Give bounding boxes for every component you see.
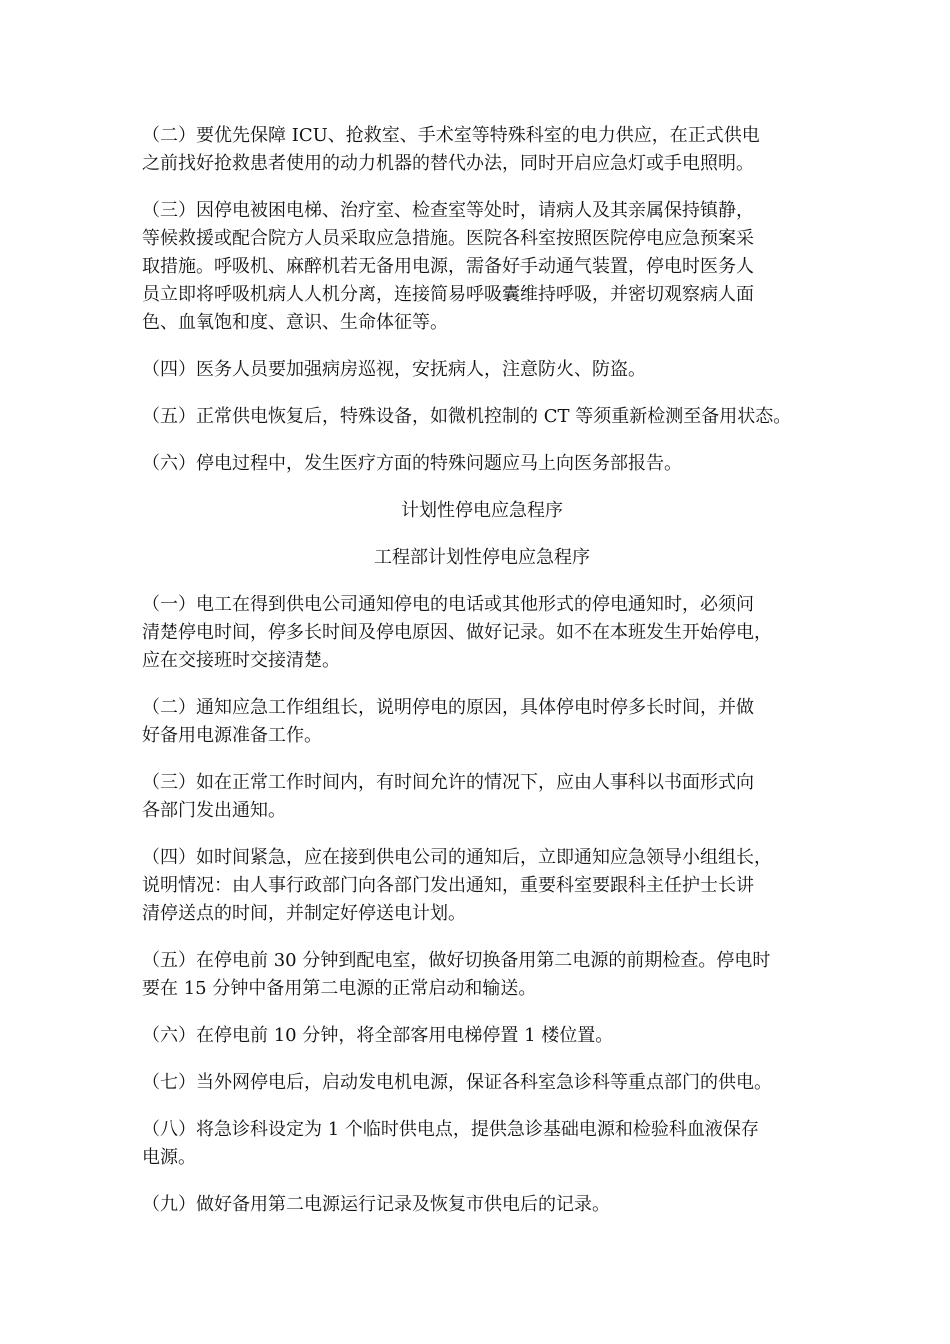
paragraph — [142, 403, 822, 431]
paragraph-line: （二）要优先保障 ICU、抢救室、手术室等特殊科室的电力供应，在正式供电 — [142, 125, 760, 146]
paragraph-line: （五）正常供电恢复后，特殊设备，如微机控制的 CT 等须重新检测至备用状态。 — [142, 406, 792, 427]
paragraph-line: （三）如在正常工作时间内，有时间允许的情况下，应由人事科以书面形式向 — [142, 772, 754, 793]
paragraph-line: （九）做好备用第二电源运行记录及恢复市供电后的记录。 — [142, 1194, 610, 1215]
paragraph-line: （七）当外网停电后，启动发电机电源，保证各科室急诊科等重点部门的供电。 — [142, 1072, 772, 1093]
paragraph-line: 电源。 — [142, 1147, 196, 1168]
paragraph-line: （一）电工在得到供电公司通知停电的电话或其他形式的停电通知时，必须问 — [142, 594, 754, 615]
paragraph-line: 等候救援或配合院方人员采取应急措施。医院各科室按照医院停电应急预案采 — [142, 228, 754, 249]
paragraph — [142, 694, 822, 750]
paragraph-line: （二）通知应急工作组组长，说明停电的原因，具体停电时停多长时间，并做 — [142, 697, 754, 718]
heading-planned-outage-procedure: 计划性停电应急程序 — [401, 500, 563, 521]
paragraph-line: 之前找好抢救患者使用的动力机器的替代办法，同时开启应急灯或手电照明。 — [142, 153, 754, 174]
paragraph — [142, 1116, 822, 1172]
paragraph-line: （六）在停电前 10 分钟，将全部客用电梯停置 1 楼位置。 — [142, 1025, 614, 1046]
section-unplanned-outage-measures — [142, 122, 822, 478]
paragraph — [142, 1022, 822, 1050]
paragraph-line: 员立即将呼吸机病人人机分离，连接简易呼吸囊维持呼吸，并密切观察病人面 — [142, 284, 754, 305]
paragraph-line: （四）如时间紧急，应在接到供电公司的通知后，立即通知应急领导小组组长， — [142, 847, 772, 868]
paragraph — [142, 1191, 822, 1219]
paragraph-line: 清楚停电时间，停多长时间及停电原因、做好记录。如不在本班发生开始停电， — [142, 622, 772, 643]
paragraph-line: （五）在停电前 30 分钟到配电室，做好切换备用第二电源的前期检查。停电时 — [142, 950, 771, 971]
paragraph — [142, 769, 822, 825]
paragraph — [142, 1069, 822, 1097]
paragraph-line: 好备用电源准备工作。 — [142, 725, 322, 746]
paragraph-line: （八）将急诊科设定为 1 个临时供电点，提供急诊基础电源和检验科血液保存 — [142, 1119, 759, 1140]
paragraph — [142, 450, 822, 478]
document-body — [142, 122, 822, 1238]
paragraph-line: （四）医务人员要加强病房巡视，安抚病人，注意防火、防盗。 — [142, 359, 646, 380]
paragraph-line: （三）因停电被困电梯、治疗室、检查室等处时，请病人及其亲属保持镇静， — [142, 200, 754, 221]
paragraph-line: 清停送点的时间，并制定好停送电计划。 — [142, 903, 466, 924]
paragraph — [142, 947, 822, 1003]
paragraph — [142, 197, 822, 337]
paragraph — [142, 844, 822, 928]
paragraph-line: 要在 15 分钟中备用第二电源的正常启动和输送。 — [142, 978, 537, 999]
paragraph-line: 各部门发出通知。 — [142, 800, 286, 821]
heading-engineering-planned-outage-procedure: 工程部计划性停电应急程序 — [374, 547, 590, 568]
paragraph-line: （六）停电过程中，发生医疗方面的特殊问题应马上向医务部报告。 — [142, 453, 682, 474]
paragraph-line: 说明情况：由人事行政部门向各部门发出通知，重要科室要跟科主任护士长讲 — [142, 875, 754, 896]
paragraph — [142, 122, 822, 178]
paragraph-line: 应在交接班时交接清楚。 — [142, 650, 340, 671]
paragraph-line: 色、血氧饱和度、意识、生命体征等。 — [142, 312, 448, 333]
paragraph — [142, 356, 822, 384]
paragraph-line: 取措施。呼吸机、麻醉机若无备用电源，需备好手动通气装置，停电时医务人 — [142, 256, 754, 277]
paragraph — [142, 591, 822, 675]
section-engineering-procedure — [142, 591, 822, 1219]
